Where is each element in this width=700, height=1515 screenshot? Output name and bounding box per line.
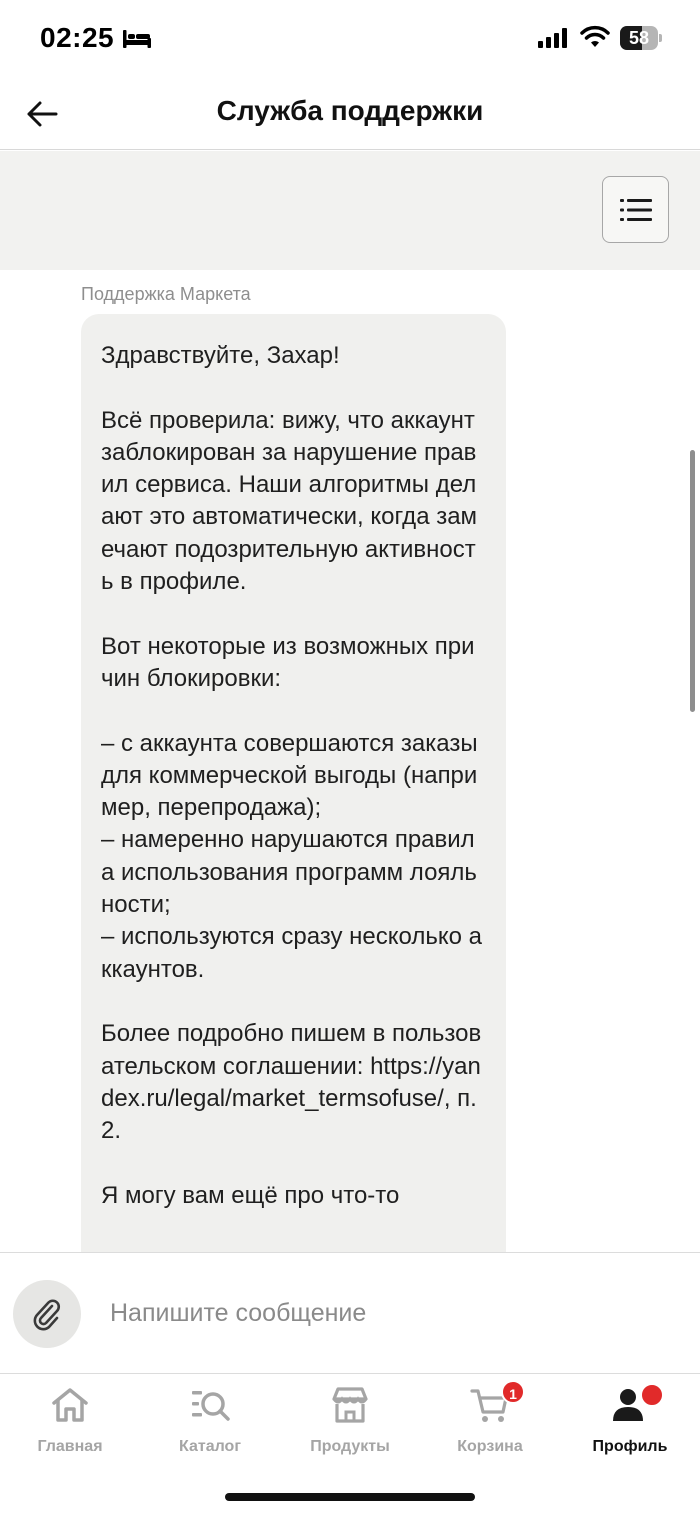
chat-toolbar (0, 151, 700, 270)
profile-notification-dot (640, 1383, 664, 1407)
nav-label: Корзина (457, 1438, 523, 1455)
nav-label: Главная (37, 1438, 103, 1455)
nav-label: Продукты (310, 1438, 390, 1455)
message-input[interactable] (110, 1289, 670, 1337)
bottom-nav (0, 1375, 700, 1515)
nav-item-home[interactable] (0, 1385, 140, 1465)
nav-item-profile[interactable] (560, 1385, 700, 1465)
paperclip-icon (30, 1297, 64, 1331)
message-text: Здравствуйте, Захар! Всё проверила: вижу, что аккаунт заблокирован за нарушение правил сервиса. Наши алгоритмы делают это автоматически, когда замечают подозрительную активность в профиле. Вот некоторые из возможных причин блокировки: – с аккаунта совершаются заказы для коммерческой выгоды (например, перепродажа); – намеренно нарушаются правила использования программ лояльности; – используются сразу несколько аккаунтов. Более подробно пишем в пользовательском соглашении: https://yandex.ru/legal/market_termsofuse/, п. 2. Я могу вам ещё про что-то (101, 342, 482, 1209)
battery-icon (620, 26, 662, 50)
chat-area[interactable] (0, 270, 700, 1252)
menu-button[interactable] (602, 176, 669, 243)
scrollbar[interactable] (690, 450, 695, 712)
page-title: Служба поддержки (216, 95, 484, 126)
message-bubble (81, 314, 506, 1252)
sender-name: Поддержка Маркета (81, 284, 251, 304)
battery-percent: 58 (628, 28, 650, 48)
header (0, 80, 700, 150)
home-icon (50, 1385, 90, 1425)
message-composer (0, 1252, 700, 1374)
cellular-signal-icon (538, 28, 568, 48)
store-icon (330, 1385, 370, 1425)
battery-tip (659, 34, 662, 42)
nav-label: Каталог (179, 1438, 241, 1455)
wifi-icon (580, 25, 610, 49)
bed-icon (122, 28, 152, 50)
home-indicator (225, 1493, 475, 1501)
attach-button[interactable] (13, 1280, 81, 1348)
catalog-search-icon (190, 1385, 230, 1425)
nav-item-cart[interactable] (420, 1385, 560, 1465)
status-time: 02:25 (40, 22, 115, 53)
nav-item-catalog[interactable] (140, 1385, 280, 1465)
nav-label: Профиль (592, 1438, 668, 1455)
list-icon (620, 198, 652, 222)
nav-item-products[interactable] (280, 1385, 420, 1465)
cart-badge: 1 (501, 1380, 525, 1404)
status-bar (0, 0, 700, 80)
